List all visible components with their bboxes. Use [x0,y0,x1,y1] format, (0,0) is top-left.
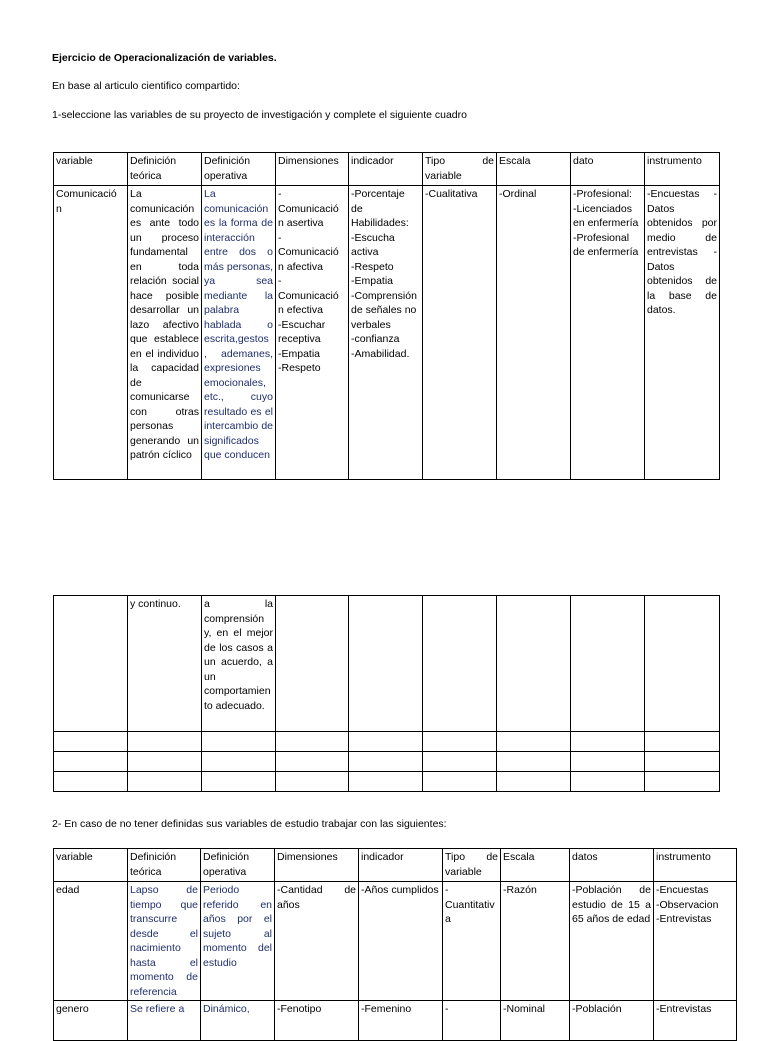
table-cell: y continuo. [128,596,202,732]
header-cell: indicador [359,849,443,882]
table-cell: Comunicació n [54,186,128,480]
table-cell: La comunicación es ante todo un proceso fundamental en toda relación social hace posible desarrollar un lazo afectivo que establece en el individuo la capacidad de comunicarse con otras personas generando un patrón cíclico [128,186,202,480]
table-row [54,186,720,480]
header-cell: indicador [349,153,423,186]
table-cell: - [443,1001,501,1041]
table-cell: -Años cumplidos [359,882,443,1001]
header-cell: instrumento [645,153,720,186]
header-cell: Definición teórica [128,153,202,186]
table-cell: -Fenotipo [275,1001,359,1041]
table-cell: -Cualitativa [423,186,497,480]
header-cell: Escala [501,849,570,882]
operationalization-table-continuation [53,595,720,792]
table-cell: Dinámico, [201,1001,275,1041]
table-header-row [54,849,737,882]
table-row [54,596,720,732]
header-cell: Definición operativa [201,849,275,882]
table-row [54,882,737,1001]
table-cell [645,596,720,732]
table-cell: Lapso de tiempo que transcurre desde el nacimiento hasta el momento de referencia [128,882,201,1001]
table-cell: - Comunicació n asertiva - Comunicació n afectiva - Comunicació n efectiva -Escuchar receptiva -Empatia -Respeto [276,186,349,480]
header-cell: Dimensiones [275,849,359,882]
header-cell: Tipo de variable [423,153,497,186]
header-cell: Definición operativa [202,153,276,186]
table-cell: Se refiere a [128,1001,201,1041]
table-header-row [54,153,720,186]
table-cell: -Razón [501,882,570,1001]
empty-table-row [54,772,720,792]
empty-table-row [54,732,720,752]
header-cell: variable [54,153,128,186]
table-cell: edad [54,882,128,1001]
table-cell: -Nominal [501,1001,570,1041]
header-cell: Tipo de variable [443,849,501,882]
table-cell [423,596,497,732]
header-cell: Dimensiones [276,153,349,186]
document-title: Ejercicio de Operacionalización de variables. [52,52,277,64]
table-cell: La comunicación es la forma de interacción entre dos o más personas, ya sea mediante la palabra hablada o escrita,gestos , ademanes, expresiones emocionales, etc., cuyo resultado es el intercambio de significados que conducen [202,186,276,480]
table-cell: -Ordinal [497,186,571,480]
table-cell: Periodo referido en años por el sujeto al momento del estudio [201,882,275,1001]
header-cell: Definición teórica [128,849,201,882]
table-cell: -Encuestas -Observacion -Entrevistas [654,882,737,1001]
table-cell: -Profesional: -Licenciados en enfermería -Profesional de enfermería [571,186,645,480]
table-cell [349,596,423,732]
operationalization-table-1 [53,152,720,480]
table-cell: -Encuestas -Datos obtenidos por medio de entrevistas -Datos obtenidos de la base de datos. [645,186,720,480]
header-cell: dato [571,153,645,186]
table-cell: -Entrevistas [654,1001,737,1041]
table-cell: -Población [570,1001,654,1041]
empty-table-row [54,752,720,772]
table-cell [571,596,645,732]
instruction-1: 1-seleccione las variables de su proyecto de investigación y complete el siguiente cuadro [52,109,467,121]
operationalization-table-2 [53,848,737,1041]
header-cell: instrumento [654,849,737,882]
table-cell [276,596,349,732]
table-cell: - Cuantitativ a [443,882,501,1001]
table-cell: -Femenino [359,1001,443,1041]
instruction-2: 2- En caso de no tener definidas sus variables de estudio trabajar con las siguientes: [52,818,447,830]
table-cell [54,596,128,732]
table-cell: -Población de estudio de 15 a 65 años de edad [570,882,654,1001]
table-row [54,1001,737,1041]
header-cell: variable [54,849,128,882]
table-cell: genero [54,1001,128,1041]
table-cell: a la comprensión y, en el mejor de los casos a un acuerdo, a un comportamiento adecuado. [202,596,276,732]
table-cell [497,596,571,732]
header-cell: datos [570,849,654,882]
intro-text: En base al articulo cientifico compartido: [52,80,240,92]
header-cell: Escala [497,153,571,186]
table-cell: -Porcentaje de Habilidades: -Escucha activa -Respeto -Empatia -Comprensión de señales no verbales -confianza -Amabilidad. [349,186,423,480]
table-cell: -Cantidad de años [275,882,359,1001]
